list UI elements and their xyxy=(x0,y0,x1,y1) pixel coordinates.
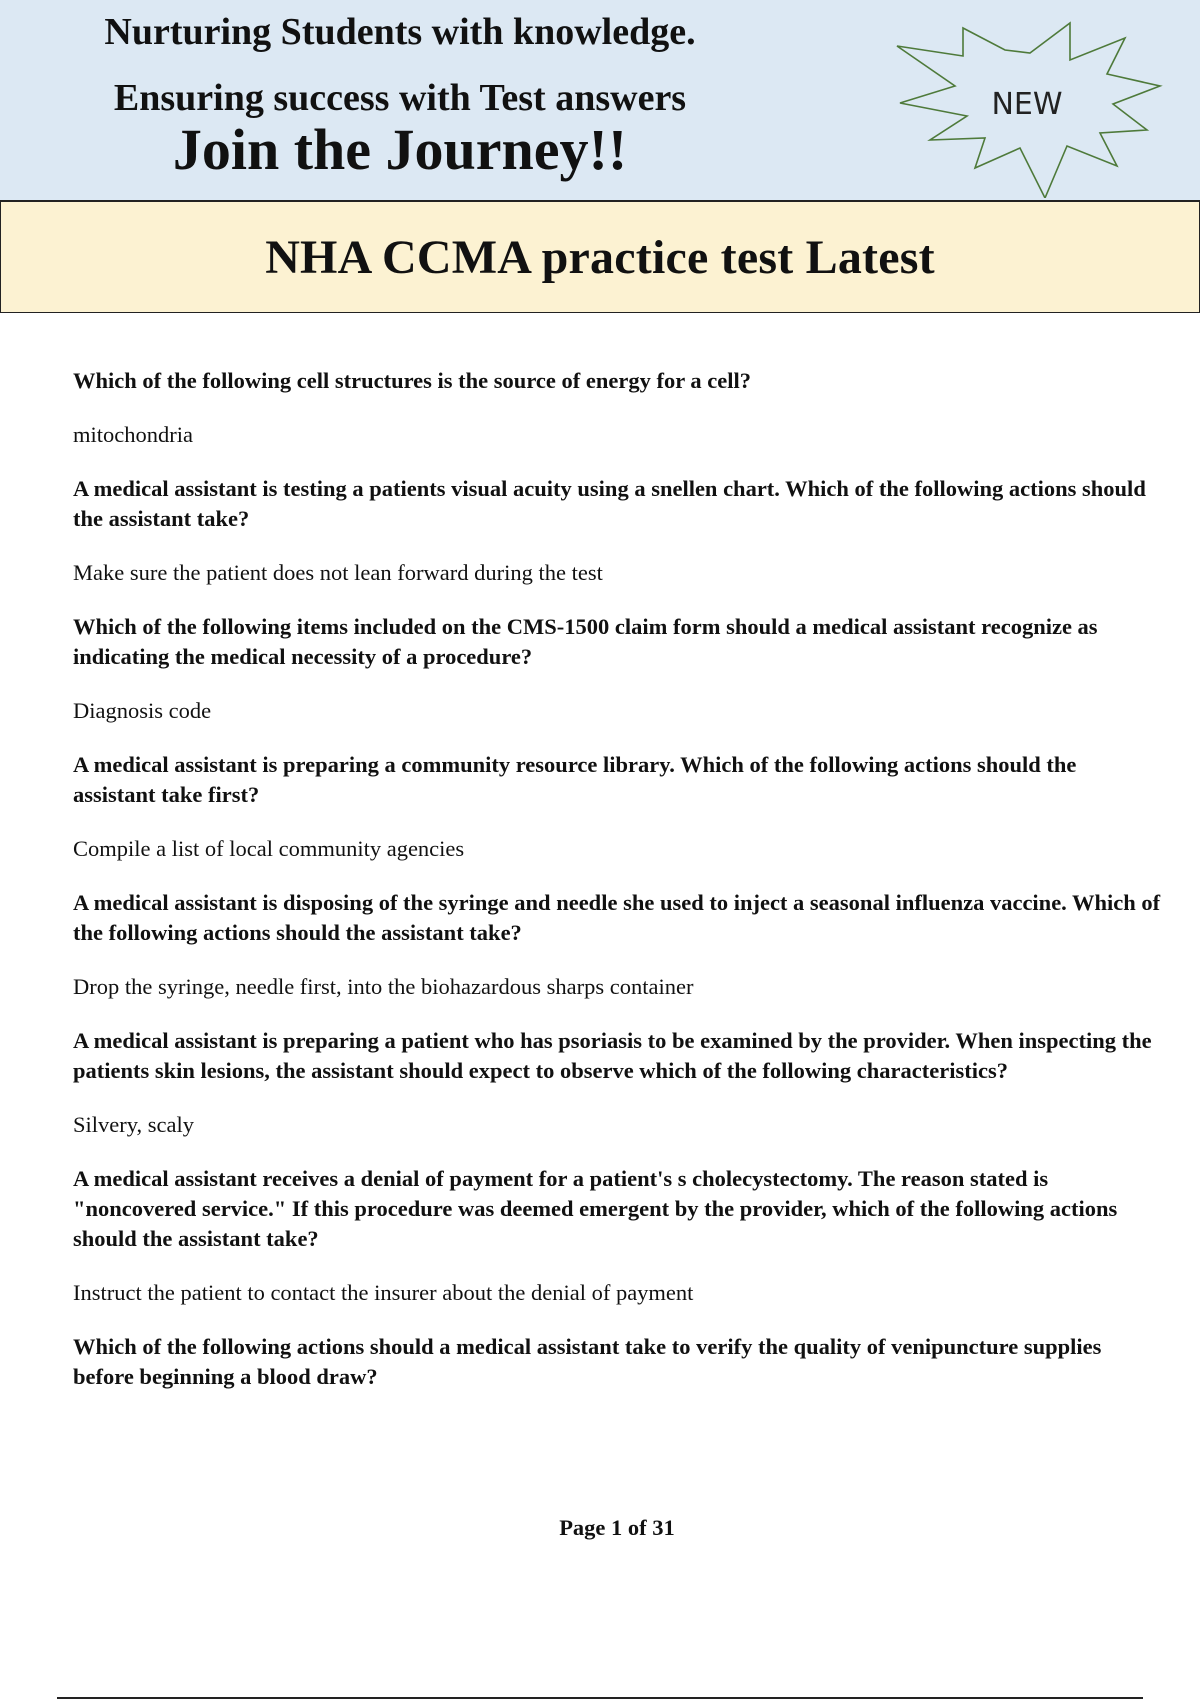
answer-text: Compile a list of local community agencies xyxy=(73,836,465,861)
document-title: NHA CCMA practice test Latest xyxy=(265,230,935,284)
question-text: A medical assistant receives a denial of payment for a patient's s cholecystectomy. The reason stated is "noncovered service." If this procedure was deemed emergent by the provider, which of the following actions should the assistant take? xyxy=(73,1166,1118,1251)
qa-list xyxy=(73,366,1163,1416)
answer-text: Make sure the patient does not lean forward during the test xyxy=(73,560,603,585)
question-text: A medical assistant is disposing of the syringe and needle she used to inject a seasonal influenza vaccine. Which of the following actions should the assistant take? xyxy=(73,890,1161,945)
new-badge-label: NEW xyxy=(991,87,1063,122)
page-number: Page 1 of 31 xyxy=(559,1515,675,1540)
starburst-icon xyxy=(895,8,1165,198)
question-text: Which of the following items included on the CMS-1500 claim form should a medical assistant recognize as indicating the medical necessity of a procedure? xyxy=(73,614,1098,669)
answer-text: Instruct the patient to contact the insurer about the denial of payment xyxy=(73,1280,694,1305)
tagline-line-2: Ensuring success with Test answers xyxy=(113,77,687,119)
qa-item xyxy=(73,1026,1163,1140)
qa-item xyxy=(73,888,1163,1002)
qa-item xyxy=(73,474,1163,588)
question-text: A medical assistant is preparing a patient who has psoriasis to be examined by the provider. When inspecting the patients skin lesions, the assistant should expect to observe which of the following characteristics? xyxy=(73,1028,1152,1083)
new-badge xyxy=(895,8,1165,198)
footer-divider xyxy=(57,1697,1143,1699)
qa-item xyxy=(73,366,1163,450)
qa-item xyxy=(73,750,1163,864)
header-banner xyxy=(0,0,1200,200)
qa-item xyxy=(73,612,1163,726)
answer-text: mitochondria xyxy=(73,422,193,447)
question-text: A medical assistant is testing a patients visual acuity using a snellen chart. Which of the following actions should the assistant take? xyxy=(73,476,1146,531)
qa-item xyxy=(73,1332,1163,1392)
answer-text: Diagnosis code xyxy=(73,698,212,723)
question-text: Which of the following actions should a medical assistant take to verify the quality of venipuncture supplies before beginning a blood draw? xyxy=(73,1334,1102,1389)
tagline-line-1: Nurturing Students with knowledge. xyxy=(104,11,696,53)
answer-text: Drop the syringe, needle first, into the biohazardous sharps container xyxy=(73,974,694,999)
question-text: Which of the following cell structures is the source of energy for a cell? xyxy=(73,368,752,393)
document-title-box xyxy=(0,200,1200,313)
answer-text: Silvery, scaly xyxy=(73,1112,195,1137)
qa-item xyxy=(73,1164,1163,1308)
question-text: A medical assistant is preparing a community resource library. Which of the following actions should the assistant take first? xyxy=(73,752,1077,807)
tagline-line-3: Join the Journey!! xyxy=(172,117,628,182)
